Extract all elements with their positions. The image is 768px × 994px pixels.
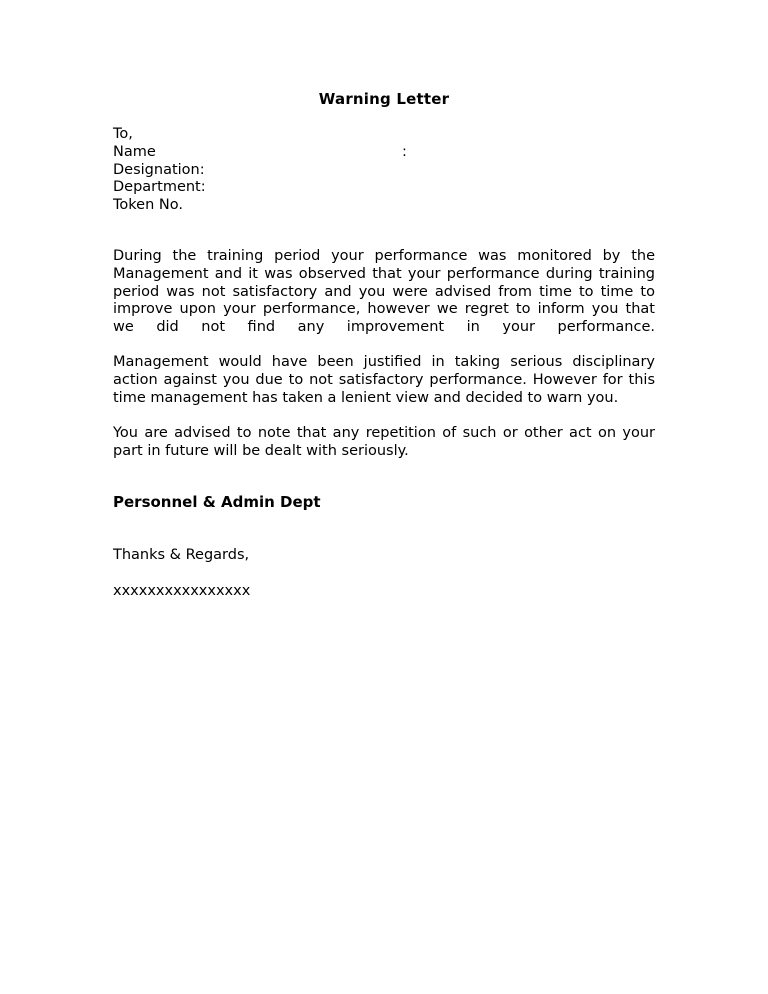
to-line: To, (113, 126, 133, 142)
letter-title: Warning Letter (318, 90, 450, 108)
paragraph-advice: You are advised to note that any repetition of such or other act on your part in future will be dealt with seriously. (113, 425, 655, 459)
name-label: Name (113, 143, 156, 160)
paragraph-disciplinary: Management would have been justified in taking serious disciplinary action against you due to not satisfactory performance. However for this time management has taken a lenient view and decided to warn you. (113, 354, 655, 406)
signature-placeholder: xxxxxxxxxxxxxxxx (113, 583, 251, 599)
name-line (113, 144, 658, 162)
designation-label: Designation: (113, 161, 205, 178)
department-signature: Personnel & Admin Dept (113, 493, 321, 511)
token-label: Token No. (113, 197, 183, 214)
department-label: Department: (113, 179, 206, 196)
address-block (113, 126, 658, 215)
paragraph-performance: During the training period your performance was monitored by the Management and it was observed that your performance during training period was not satisfactory and you were advised from time to time to improve upon your performance, however we regret to inform you that we did not find any improvement in your performance. (113, 248, 655, 336)
name-colon: : (402, 143, 407, 160)
closing-line: Thanks & Regards, (113, 547, 250, 563)
